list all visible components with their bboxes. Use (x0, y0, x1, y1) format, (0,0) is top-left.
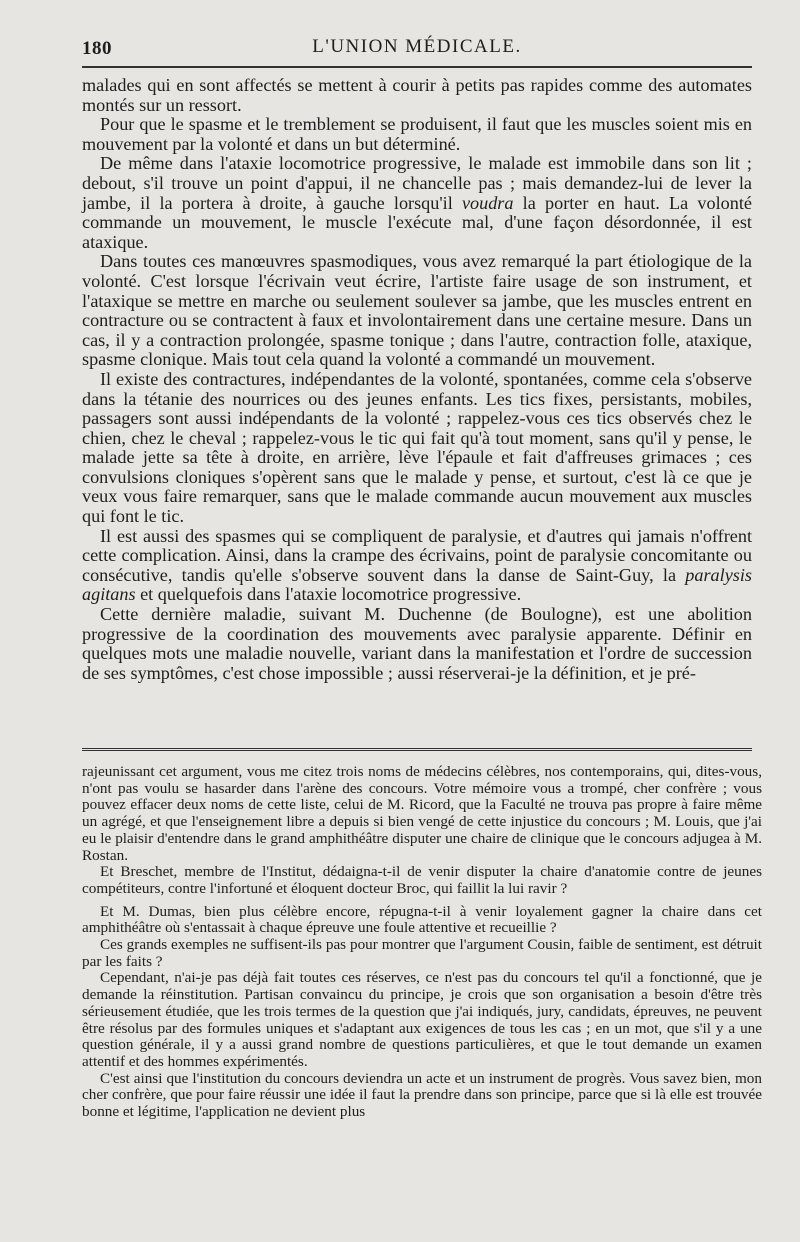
footnote-paragraph: Et M. Dumas, bien plus célèbre encore, répugna-t-il à venir loyalement gagner la chaire dans cet amphithéâtre où s'entassait à chaque épreuve une foule attentive et recueillie ? (82, 902, 762, 937)
paragraph-ataxia (82, 154, 752, 252)
paragraph-ataxia-text: De même dans l'ataxie locomotrice progressive, le malade est immobile dans son lit ; debout, s'il trouve un point d'appui, il ne chancelle pas ; mais demandez-lui de lever la jambe, il la portera à droite, à gauche lorsqu'il (82, 153, 752, 213)
page-number: 180 (82, 38, 112, 59)
page-header (82, 32, 752, 62)
footnote-paragraph: Ces grands exemples ne suffisent-ils pas pour montrer que l'argument Cousin, faible de sentiment, est détruit par les faits ? (82, 936, 762, 970)
paragraph-contractures: Il existe des contractures, indépendantes de la volonté, spontanées, comme cela s'observe dans la tétanie des nourrices ou des jeunes enfants. Les tics fixes, persistants, mobiles, passagers sont aussi indépendants de la volonté ; rappelez-vous ces tics observés chez le chien, chez le cheval ; rappelez-vous le tic qui fait qu'à tout moment, sans qu'il y pense, le malade jette sa tête à droite, en arrière, lève l'épaule et fait d'affreuses grimaces ; ces convulsions cloniques s'opèrent sans que le malade y pense, et surtout, c'est là ce que je veux vous faire remarquer, sans que le malade commande aucun mouvement aux muscles qui font le tic. (82, 368, 752, 527)
paragraph-paralysis-text: Il est aussi des spasmes qui se compliquent de paralysie, et d'autres qui jamais n'offrent cette complication. Ainsi, dans la crampe des écrivains, point de paralysie concomitante ou consécutive, tandis qu'elle s'observe souvent dans la danse de Saint-Guy, la (82, 525, 752, 585)
running-title: L'UNION MÉDICALE. (312, 36, 522, 57)
paragraph-continued: malades qui en sont affectés se mettent à courir à petits pas rapides comme des automates montés sur un ressort. (82, 75, 752, 115)
paragraph-ataxia-text-end: la porter en haut. La volonté commande un mouvement, le muscle l'exécute mal, d'une façon désordonnée, il est ataxique. (82, 192, 752, 252)
footnote-paragraph: Et Breschet, membre de l'Institut, dédaigna-t-il de venir disputer la chaire d'anatomie contre de jeunes compétiteurs, contre l'infortuné et éloquent docteur Broc, qui faillit la lui ravir ? (82, 863, 762, 897)
italic-paralysis-agitans: paralysis agitans (82, 564, 752, 605)
paragraph-spasmodic: Dans toutes ces manœuvres spasmodiques, vous avez remarqué la part étiologique de la volonté. C'est lorsque l'écrivain veut écrire, l'artiste faire usage de son instrument, et l'ataxique se mettre en marche ou seulement soulever sa jambe, que les muscles entrent en contracture ou se contractent à faux et involontairement dans une certaine mesure. Dans un cas, il y a contraction prolongée, spasme tonique ; dans l'autre, contraction folle, ataxique, spasme clonique. Mais tout cela quand la volonté a commandé un mouvement. (82, 251, 752, 370)
footnote-block (82, 764, 762, 1121)
footnote-paragraph: C'est ainsi que l'institution du concours deviendra un acte et un instrument de progrès. Vous savez bien, mon cher confrère, que pour faire réussir une idée il faut la prendre dans son principe, parce que si là elle est trouvée bonne et légitime, l'application ne devient plus (82, 1069, 762, 1121)
footnote-paragraph: rajeunissant cet argument, vous me citez trois noms de médecins célèbres, nos contemporains, qui, dites-vous, n'ont pas voulu se hasarder dans l'arène des concours. Votre mémoire vous a trompé, cher confrère ; vous pouvez effacer deux noms de cette liste, celui de M. Ricord, que la Faculté ne trouva pas propre à faire même un agrégé, et que l'enseignement libre a depuis si bien vengé de cette injustice du concours ; M. Louis, que j'ai eu le plaisir d'entendre dans le grand amphithéâtre disputer une chaire de clinique que le concours adjugea à M. Rostan. (82, 763, 762, 864)
footnote-rule (82, 748, 752, 751)
paragraph-paralysis (82, 527, 752, 605)
italic-voudra: voudra (461, 192, 514, 213)
paragraph-duchenne: Cette dernière maladie, suivant M. Duchenne (de Boulogne), est une abolition progressive de la coordination des mouvements avec paralysie apparente. Définir en quelques mots une maladie nouvelle, variant dans la manifestation et l'ordre de succession de ses symptômes, c'est chose impossible ; aussi réserverai-je la définition, et je pré- (82, 604, 752, 683)
main-text (82, 76, 752, 683)
header-rule (82, 66, 752, 68)
footnote-paragraph: Cependant, n'ai-je pas déjà fait toutes ces réserves, ce n'est pas du concours tel qu'il a fonctionné, que je demande la réinstitution. Partisan convaincu du principe, je crois que son organisation a besoin d'être très sérieusement étudiée, que les trois termes de la question que j'ai indiqués, jury, candidats, épreuves, ne peuvent être résolus par des formules uniques et s'adaptant aux exigences de tous les cas ; en un mot, que s'il y a une question générale, il y a aussi grand nombre de questions particulières, et que le tout demande un examen attentif et des hommes expérimentés. (82, 969, 762, 1070)
paragraph-paralysis-text-end: et quelquefois dans l'ataxie locomotrice progressive. (135, 584, 522, 605)
paragraph-spasm: Pour que le spasme et le tremblement se produisent, il faut que les muscles soient mis en mouvement par la volonté et dans un but déterminé. (82, 114, 752, 154)
